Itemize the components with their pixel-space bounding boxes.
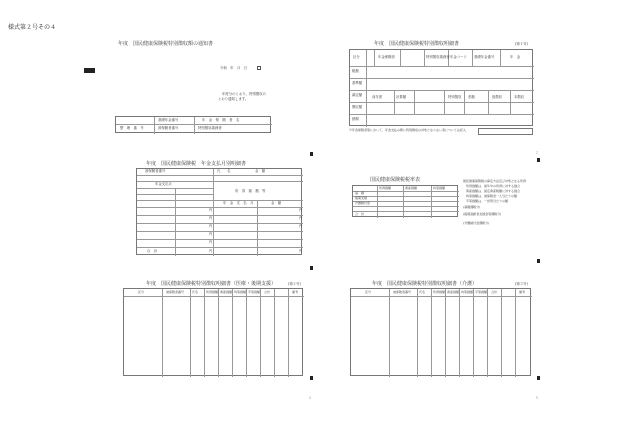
tax-row-care: 介護納付金 (355, 201, 371, 205)
detail-right-table (350, 288, 531, 376)
tax-note-1: 国民健康保険税の算定方法及び対象となる所得 (463, 179, 527, 183)
tax-col-equal: 均等割額 (433, 186, 446, 190)
dl-col-0: 区分 (138, 290, 145, 294)
col-pension: 年 金 (510, 55, 521, 59)
notice-title: 年度 国民健康保険税特別徴収額の通知書 (118, 41, 214, 47)
col-collector: 特別徴収義務者 (426, 55, 450, 59)
dr-col-6: 所得割額 (433, 290, 446, 294)
sub-diff: 差額 (468, 95, 475, 99)
pension-total: 合 計 (147, 249, 158, 253)
sub-calc: 計算額 (396, 95, 407, 99)
page-number-top: ２ (535, 151, 539, 155)
dl-col-7: 資産割額 (220, 290, 233, 294)
detail-left-title: 年度 国民健康保険税特別徴収明細書（医療・後期支援） (146, 281, 277, 287)
detail-top-code: (第１号) (515, 42, 528, 46)
yen: 円 (209, 240, 213, 244)
dr-col-7: 資産割額 (447, 290, 460, 294)
notice-date: 令和 年 月 日 (220, 66, 248, 70)
pension-right-sub-month: 年 金 支 払 月 (223, 201, 254, 205)
notice-body-2: とおり通知します。 (218, 97, 249, 101)
dr-col-1: 被保険者番号 (393, 290, 412, 294)
yen: 円 (209, 224, 213, 228)
header-pension-code: 基礎年金番号 (158, 118, 179, 122)
dr-col-10: 合計 (491, 290, 498, 294)
tax-note-4: 均等割額は、被保険者一人当たりの額 (466, 194, 518, 198)
dl-col-6: 所得割額 (206, 290, 219, 294)
detail-left-table (123, 288, 303, 376)
detail-top-title: 年度 国民健康保険税特別徴収明細書 (374, 41, 460, 47)
cell-collector: 特別徴収義務者 (198, 126, 222, 130)
yen: 円 (209, 208, 213, 212)
dr-col-9: 平等割額 (475, 290, 488, 294)
detail-left-code: (第２号) (288, 282, 301, 286)
tax-row-base: 基 礎 (355, 191, 365, 195)
yen: 円 (209, 232, 213, 236)
tax-col-asset: 資産割額 (405, 186, 418, 190)
black-mark (84, 68, 95, 73)
detail-top-footnote: ※年金保険者等において、年金支払の際に特別徴収の対象とならない者については記入 (349, 128, 466, 132)
tax-note-2: 所得割額は、前年中の所得に対する割合 (466, 184, 521, 188)
footnote-box (478, 128, 533, 135)
pension-h-insured: 被保険者番号 (145, 169, 166, 173)
header-insurer: 年 金 保 険 者 名 (202, 118, 240, 122)
margin-mark (310, 266, 313, 270)
yen: 円 (299, 208, 303, 212)
cell-insured-no: 被保険者番号 (158, 126, 179, 130)
notice-table (115, 116, 271, 133)
tax-note-5: 平等割額は、一世帯当たりの額 (466, 199, 509, 203)
dl-col-9: 平等割額 (248, 290, 261, 294)
yen: 円 (299, 216, 303, 220)
col-kubun: 区分 (353, 55, 360, 59)
page-number-right: ５ (535, 396, 539, 400)
margin-mark (310, 376, 313, 380)
sub-special: 特別徴収 (448, 95, 462, 99)
pension-right-sub-amount: 金 額 (271, 201, 282, 205)
tax-row-total: 合 計 (355, 212, 365, 216)
pension-right-header: 所 得 割 額 等 (235, 189, 266, 193)
row-tax: 税額 (352, 69, 359, 73)
sub-final: 本徴収 (514, 95, 525, 99)
tax-note-8: (介護納付金課税分) (463, 221, 490, 225)
page-number-left: ４ (308, 396, 312, 400)
pension-left-label: 年金支払月 (155, 182, 172, 186)
dl-col-8: 均等割額 (234, 290, 247, 294)
yen: 円 (209, 216, 213, 220)
sub-prev: 前年度 (372, 95, 383, 99)
margin-mark (537, 259, 540, 263)
dr-col-11: 備考 (519, 290, 526, 294)
row-due: 納期 (352, 117, 359, 121)
row-base: 基準額 (352, 81, 363, 85)
detail-right-title: 年度 国民健康保険税特別徴収明細書（介護） (372, 281, 478, 287)
tax-note-7: (後期高齢者支援金等課税分) (463, 212, 502, 216)
col-pension-code: 年金コード (450, 55, 467, 59)
margin-mark (537, 376, 540, 380)
pension-table (136, 168, 302, 255)
pension-h-amount: 金 額 (255, 169, 266, 173)
detail-right-code: (第３号) (515, 282, 528, 286)
row-assessed: 調定額 (352, 93, 363, 97)
sub-provisional: 仮徴収 (492, 95, 503, 99)
dl-col-1: 被保険者番号 (166, 290, 185, 294)
col-basic-no: 基礎年金番号 (474, 55, 495, 59)
tax-note-6: (基礎課税分) (463, 205, 481, 209)
seal-box (257, 66, 261, 70)
dl-col-10: 合計 (264, 290, 271, 294)
dr-col-8: 均等割額 (461, 290, 474, 294)
dr-col-2: 氏名 (419, 290, 426, 294)
yen: 円 (299, 224, 303, 228)
tax-col-income: 所得割額 (379, 186, 392, 190)
detail-top-table (349, 49, 533, 126)
yen: 円 (299, 249, 303, 253)
tax-table (352, 185, 458, 217)
form-number: 様式第２号その４ (8, 24, 57, 31)
pension-h-name: 氏 名 (217, 169, 231, 173)
dl-col-2: 氏名 (192, 290, 199, 294)
pension-title: 年度 国民健康保険税 年金支払月別明細書 (146, 161, 247, 167)
col-insurer: 年金保険者 (378, 55, 395, 59)
cell-reg-no: 整 理 番 号 (120, 126, 144, 130)
margin-mark (310, 152, 313, 156)
yen: 円 (209, 249, 213, 253)
row-collected: 徴収額 (352, 105, 363, 109)
dr-col-0: 区分 (365, 290, 372, 294)
tax-note-3: 資産割額は、固定資産税額に対する割合 (466, 189, 521, 193)
tax-row-support: 後期支援 (355, 196, 368, 200)
margin-mark (537, 158, 540, 162)
notice-body-1: 年度分のとおり、特別徴収の (222, 92, 267, 96)
tax-title: 国民健康保険税税率表 (370, 177, 421, 183)
dl-col-11: 備考 (292, 290, 299, 294)
